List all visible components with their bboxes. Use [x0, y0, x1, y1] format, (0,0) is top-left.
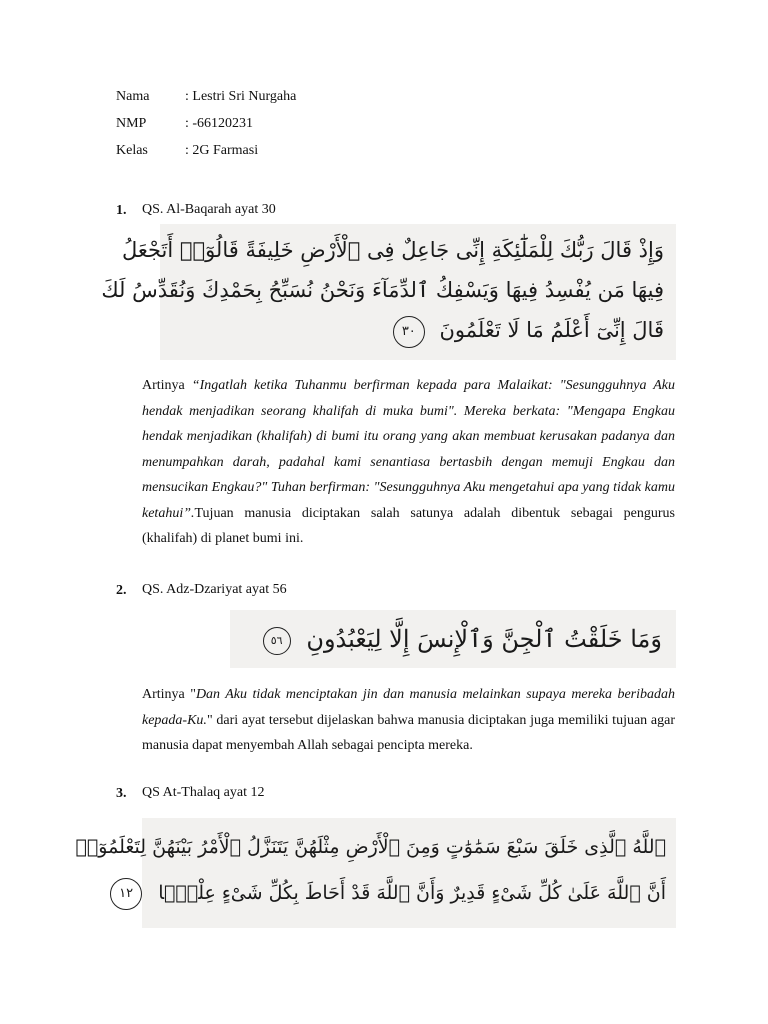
verse-line: [238, 610, 662, 668]
item-2-title: QS. Adz-Dzariyat ayat 56: [142, 582, 287, 597]
ayah-number-marker: ١٢: [110, 878, 142, 910]
item-2-number: 2.: [116, 583, 127, 598]
item-3-title: QS At-Thalaq ayat 12: [142, 785, 265, 800]
translation-paragraph-2: [142, 682, 675, 759]
verse-line-text: وَمَا خَلَقْتُ ٱلْجِنَّ وَٱلْإِنسَ إِلَّا لِيَعْبُدُونِ: [306, 625, 662, 653]
translation-quote: “Ingatlah ketika Tuhanmu berfirman kepada para Malaikat: "Sesungguhnya Aku hendak menjadikan seorang khalifah di muka bumi". Mereka berkata: "Mengapa Engkau hendak menjadikan (khalifah) di bumi itu orang yang akan membuat kerusakan padanya dan menumpahkan darah, padahal kami senantiasa bertasbih dengan memuji Engkau dan mensucikan Engkau?" Tuhan berfirman: "Sesungguhnya Aku mengetahui apa yang tidak kamu ketahui”.: [142, 378, 676, 521]
verse-line: فِيهَا مَن يُفْسِدُ فِيهَا وَيَسْفِكُ ٱلدِّمَآءَ وَنَحْنُ نُسَبِّحُ بِحَمْدِكَ وَنُقَدِّسُ لَكَ: [101, 278, 664, 302]
translation-explanation: " dari ayat tersebut dijelaskan bahwa manusia diciptakan juga memiliki tujuan agar manusia dapat menyembah Allah sebagai pencipta mereka.: [142, 712, 675, 753]
translation-quote: Dan Aku tidak menciptakan jin dan manusia melainkan supaya mereka beribadah kepada-Ku.: [142, 687, 675, 728]
nmp-value: : -66120231: [185, 116, 254, 131]
item-1-title: QS. Al-Baqarah ayat 30: [142, 202, 276, 217]
item-1-number: 1.: [116, 203, 127, 218]
name-value: : Lestri Sri Nurgaha: [185, 89, 297, 104]
verse-adz-dzariyat-56: [230, 610, 676, 668]
translation-prefix: Artinya: [142, 378, 192, 393]
item-3-number: 3.: [116, 786, 127, 801]
verse-line-text: أَنَّ ٱللَّهَ عَلَىٰ كُلِّ شَىْءٍ قَدِيرٌ وَأَنَّ ٱللَّهَ قَدْ أَحَاطَ بِكُلِّ شَىْءٍ عِلْمًۢا: [158, 882, 666, 904]
name-label: Nama: [116, 89, 150, 104]
nmp-label: NMP: [116, 116, 147, 131]
ayah-number-marker: ٣٠: [393, 316, 425, 348]
verse-line: [168, 310, 664, 350]
translation-prefix: Artinya ": [142, 687, 196, 702]
verse-line: [119, 870, 666, 916]
verse-al-baqarah-30: [101, 224, 676, 360]
verse-at-thalaq-12: [75, 818, 676, 928]
verse-line-text: قَالَ إِنِّىٓ أَعْلَمُ مَا لَا تَعْلَمُونَ: [439, 318, 664, 342]
translation-explanation: Tujuan manusia diciptakan salah satunya adalah dibentuk sebagai pengurus (khalifah) di planet bumi ini.: [142, 505, 675, 546]
verse-line: وَإِذْ قَالَ رَبُّكَ لِلْمَلَٰٓئِكَةِ إِنِّى جَاعِلٌ فِى ٱلْأَرْضِ خَلِيفَةً قَالُوٓا۟ أَتَجْعَلُ: [121, 238, 664, 262]
translation-paragraph-1: [142, 373, 675, 552]
class-value: : 2G Farmasi: [185, 143, 259, 158]
class-label: Kelas: [116, 143, 148, 158]
verse-line: ٱللَّهُ ٱلَّذِى خَلَقَ سَبْعَ سَمَٰوَٰتٍ وَمِنَ ٱلْأَرْضِ مِثْلَهُنَّ يَتَنَزَّلُ ٱلْأَمْرُ بَيْنَهُنَّ لِتَعْلَمُوٓا۟: [75, 836, 666, 858]
ayah-number-marker: ٥٦: [263, 627, 291, 655]
